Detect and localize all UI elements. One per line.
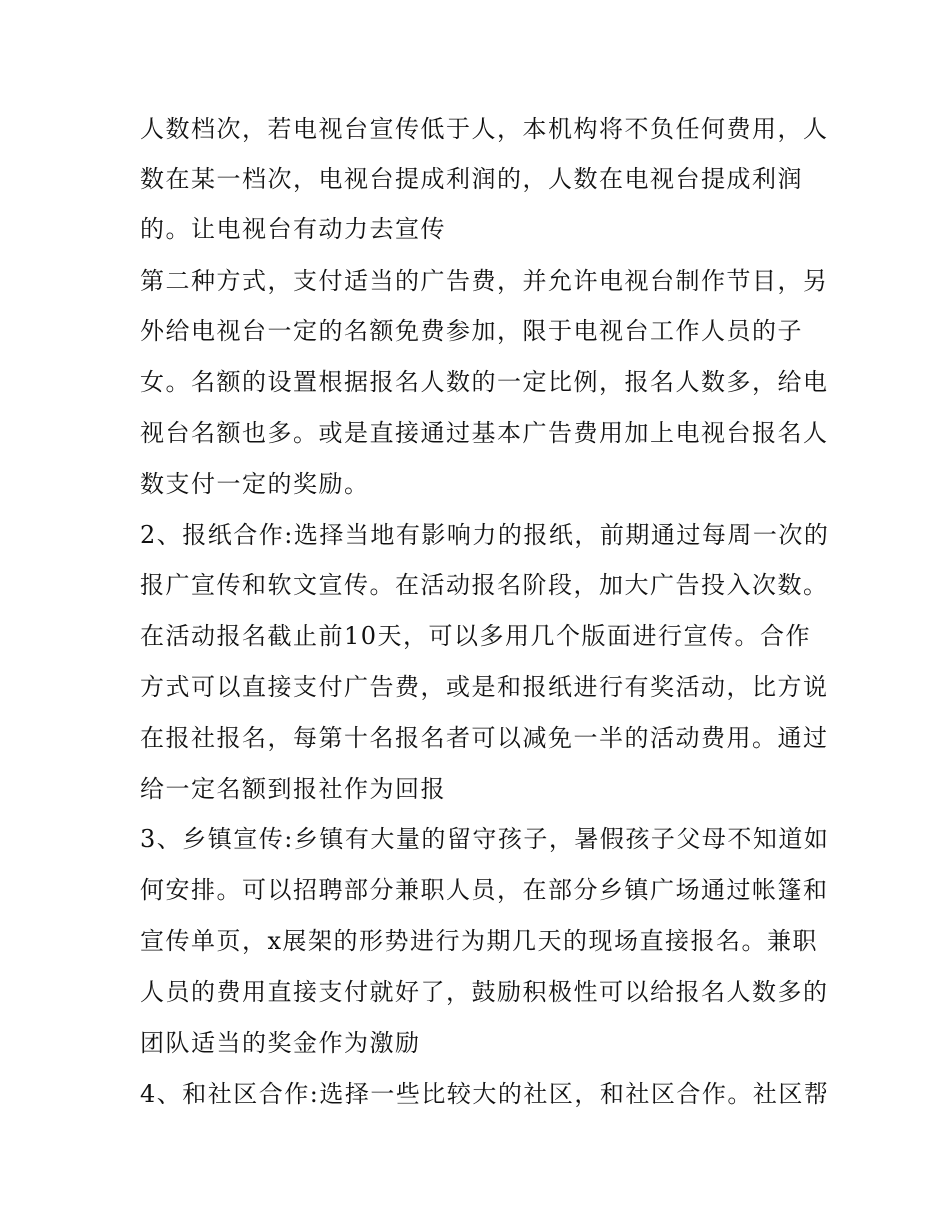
text-line: 方式可以直接支付广告费，或是和报纸进行有奖活动，比方说 (140, 673, 829, 701)
text-line: 给一定名额到报社作为回报 (140, 775, 446, 803)
text-line: 团队适当的奖金作为激励 (140, 1029, 421, 1057)
text-line: 报广宣传和软文宣传。在活动报名阶段，加大广告投入次数。 (140, 571, 829, 599)
text-line: 人数档次，若电视台宣传低于人，本机构将不负任何费用，人 (140, 115, 829, 143)
text-line: 在活动报名截止前10天，可以多用几个版面进行宣传。合作 (140, 622, 812, 650)
text-line: 的。让电视台有动力去宣传 (140, 215, 446, 243)
text-line: 何安排。可以招聘部分兼职人员，在部分乡镇广场通过帐篷和 (140, 876, 829, 904)
text-line: 数支付一定的奖励。 (140, 470, 370, 498)
text-line: 4、和社区合作:选择一些比较大的社区，和社区合作。社区帮 (140, 1080, 830, 1108)
text-line: 外给电视台一定的名额免费参加，限于电视台工作人员的子 (140, 317, 803, 345)
text-line: 宣传单页，x展架的形势进行为期几天的现场直接报名。兼职 (140, 927, 819, 955)
text-line: 3、乡镇宣传:乡镇有大量的留守孩子，暑假孩子父母不知道如 (140, 825, 830, 853)
text-line: 女。名额的设置根据报名人数的一定比例，报名人数多，给电 (140, 368, 829, 396)
text-line: 视台名额也多。或是直接通过基本广告费用加上电视台报名人 (140, 419, 829, 447)
text-line: 数在某一档次，电视台提成利润的，人数在电视台提成利润 (140, 165, 803, 193)
text-line: 2、报纸合作:选择当地有影响力的报纸，前期通过每周一次的 (140, 521, 830, 549)
text-line: 第二种方式，支付适当的广告费，并允许电视台制作节目，另 (140, 267, 829, 295)
text-line: 在报社报名，每第十名报名者可以减免一半的活动费用。通过 (140, 724, 829, 752)
text-line: 人员的费用直接支付就好了，鼓励积极性可以给报名人数多的 (140, 978, 829, 1006)
